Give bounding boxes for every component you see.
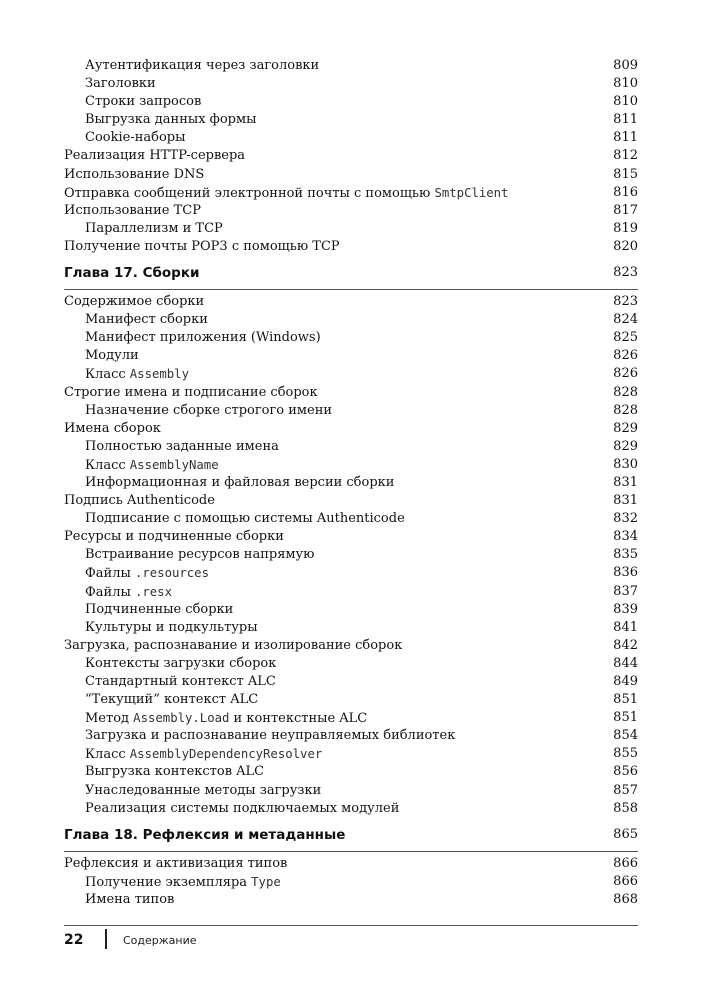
toc-entry-title [64, 238, 340, 256]
toc-entry-title [85, 129, 185, 147]
toc-subentry[interactable] [64, 619, 638, 637]
toc-page-number: 831 [613, 474, 638, 490]
toc-entry-title [85, 111, 256, 129]
toc-page-number: 828 [613, 402, 638, 418]
toc-entry-title [85, 745, 322, 764]
chapter-heading [64, 256, 638, 293]
entry-text: Модули [85, 348, 139, 364]
entry-text: Загрузка и распознавание неуправляемых библиотек [85, 728, 456, 744]
toc-page-number: 868 [613, 891, 638, 907]
toc-entry[interactable] [64, 855, 638, 873]
toc-entry-title [85, 691, 258, 709]
toc-entry-title [64, 147, 245, 165]
toc-entry-title [85, 311, 208, 329]
toc-entry[interactable] [64, 147, 638, 165]
entry-text: Заголовки [85, 76, 156, 92]
toc-subentry[interactable] [64, 782, 638, 800]
toc-entry-title [85, 402, 332, 420]
toc-subentry[interactable] [64, 510, 638, 528]
toc-page-number: 810 [613, 76, 638, 92]
toc-entry-title [85, 763, 264, 781]
toc-page-number: 841 [613, 619, 638, 635]
page-number: 22 [64, 932, 84, 948]
entry-text: Отправка сообщений электронной почты с помощью [64, 185, 435, 201]
entry-text: Метод [85, 711, 134, 727]
toc-entry[interactable] [64, 166, 638, 184]
toc-entry-title [85, 655, 276, 673]
toc-entry-title [64, 184, 509, 203]
toc-page-number: 857 [613, 782, 638, 798]
toc-entry-title [64, 637, 402, 655]
entry-text: Параллелизм и TCP [85, 220, 223, 236]
toc-subentry[interactable] [64, 691, 638, 709]
entry-text: Имена сборок [64, 420, 161, 436]
entry-text: Манифест сборки [85, 312, 208, 328]
entry-text: Реализация системы подключаемых модулей [85, 800, 400, 816]
toc-page-number: 832 [613, 511, 638, 527]
entry-text: Аутентификация через заголовки [85, 58, 320, 73]
toc-page-number: 837 [613, 583, 638, 599]
toc-subentry[interactable] [64, 57, 638, 75]
toc-subentry[interactable] [64, 673, 638, 691]
toc-subentry[interactable] [64, 311, 638, 329]
footer-rule [64, 925, 638, 926]
chapter-title: Глава 18. Рефлексия и метаданные [64, 826, 346, 843]
toc-subentry[interactable] [64, 456, 638, 474]
entry-text: Встраивание ресурсов напрямую [85, 547, 315, 563]
entry-text: Класс [85, 457, 130, 473]
entry-code: SmtpClient [434, 185, 509, 200]
toc-entry-title [85, 546, 315, 564]
entry-text: Файлы [85, 584, 135, 600]
toc-subentry[interactable] [64, 564, 638, 582]
toc-subentry[interactable] [64, 75, 638, 93]
toc-subentry[interactable] [64, 873, 638, 891]
entry-text: Культуры и подкультуры [85, 619, 258, 635]
entry-text: Получение почты POP3 с помощью TCP [64, 238, 340, 254]
toc-entry[interactable] [64, 202, 638, 220]
entry-text: Строки запросов [85, 94, 202, 110]
toc-entry-title [64, 528, 284, 546]
toc-page-number: 851 [613, 692, 638, 708]
toc-page-number: 851 [613, 710, 638, 726]
toc-page-number: 831 [613, 493, 638, 509]
chapter-rule [64, 289, 638, 290]
toc-entry-title [85, 365, 189, 384]
toc-subentry[interactable] [64, 365, 638, 383]
entry-text: Класс [85, 747, 130, 763]
toc-subentry[interactable] [64, 329, 638, 347]
toc-page-number: 829 [613, 420, 638, 436]
toc-entry-title [85, 727, 455, 745]
entry-text: Подпись Authenticode [64, 493, 215, 509]
entry-text: Файлы [85, 566, 135, 582]
toc-subentry[interactable] [64, 402, 638, 420]
entry-text: Имена типов [85, 891, 175, 907]
toc-entry-title [64, 202, 201, 220]
entry-text: Унаследованные методы загрузки [85, 782, 322, 798]
toc-entry-title [85, 709, 367, 728]
entry-text: Ресурсы и подчиненные сборки [64, 529, 284, 545]
entry-text: Реализация HTTP-сервера [64, 148, 246, 164]
entry-text-after: и контекстные ALC [229, 711, 368, 727]
chapter-title: Глава 17. Сборки [64, 265, 200, 282]
toc-entry[interactable] [64, 184, 638, 202]
toc-subentry[interactable] [64, 709, 638, 727]
toc-entry-title [64, 384, 318, 402]
toc-subentry[interactable] [64, 93, 638, 111]
entry-code: Assembly [129, 367, 189, 382]
toc-entry-title [64, 855, 287, 873]
toc-page-number: 858 [613, 800, 638, 816]
toc-subentry[interactable] [64, 220, 638, 238]
chapter-rule [64, 851, 638, 852]
toc-entry-title [64, 492, 215, 510]
running-footer-title: Содержание [123, 934, 197, 947]
toc-entry-title [85, 75, 156, 93]
entry-text: Использование TCP [64, 202, 201, 218]
toc-page-number: 854 [613, 728, 638, 744]
chapter-page-number: 865 [613, 826, 638, 842]
toc-page-number: 836 [613, 565, 638, 581]
toc-subentry[interactable] [64, 438, 638, 456]
entry-text: “Текущий” контекст ALC [85, 692, 259, 708]
entry-code: AssemblyDependencyResolver [129, 747, 323, 762]
entry-code: Type [251, 874, 281, 889]
toc-entry-title [64, 166, 204, 184]
toc-entry[interactable] [64, 492, 638, 510]
toc-subentry[interactable] [64, 745, 638, 763]
entry-text: Cookie-наборы [85, 130, 186, 146]
toc-page-number: 829 [613, 438, 638, 454]
toc-page-number: 825 [613, 330, 638, 346]
toc-page-number: 839 [613, 601, 638, 617]
toc-page-number: 828 [613, 384, 638, 400]
toc-page-number: 811 [613, 130, 638, 146]
entry-text: Контексты загрузки сборок [85, 655, 277, 671]
toc-entry-title [64, 420, 161, 438]
toc-subentry[interactable] [64, 474, 638, 492]
toc-page-number: 824 [613, 312, 638, 328]
toc-entry[interactable] [64, 420, 638, 438]
entry-code: .resx [134, 584, 172, 599]
entry-text: Полностью заданные имена [85, 438, 279, 454]
toc-entry-title [85, 583, 172, 602]
toc-page-number: 855 [613, 746, 638, 762]
entry-text: Информационная и файловая версии сборки [85, 474, 395, 490]
toc-entry-title [85, 601, 233, 619]
toc-entry-title [85, 220, 223, 238]
toc-page-number: 815 [613, 166, 638, 182]
toc-page-number: 835 [613, 547, 638, 563]
toc-entry-title [85, 873, 281, 892]
toc-page-number: 844 [613, 655, 638, 671]
entry-text: Класс [85, 367, 130, 383]
toc-entry[interactable] [64, 293, 638, 311]
table-of-contents [64, 57, 638, 909]
toc-page-number: 809 [613, 58, 638, 73]
entry-code: Assembly.Load [133, 711, 230, 726]
toc-subentry[interactable] [64, 347, 638, 365]
toc-entry-title [85, 619, 258, 637]
entry-text: Выгрузка контекстов ALC [85, 764, 265, 780]
toc-subentry[interactable] [64, 727, 638, 745]
entry-text: Получение экземпляра [85, 874, 252, 890]
toc-entry-title [85, 564, 209, 583]
toc-entry-title [85, 438, 279, 456]
toc-entry-title [85, 474, 394, 492]
entry-text: Использование DNS [64, 166, 205, 182]
toc-subentry[interactable] [64, 583, 638, 601]
toc-entry-title [85, 347, 139, 365]
chapter-page-number: 823 [613, 265, 638, 281]
toc-page-number: 830 [613, 456, 638, 472]
toc-entry-title [64, 293, 204, 311]
toc-page-number: 856 [613, 764, 638, 780]
toc-page-number: 826 [613, 366, 638, 382]
entry-text: Строгие имена и подписание сборок [64, 384, 318, 400]
toc-entry-title [85, 93, 201, 111]
toc-page-number: 842 [613, 637, 638, 653]
toc-subentry[interactable] [64, 129, 638, 147]
entry-code: .resources [134, 566, 209, 581]
toc-entry[interactable] [64, 637, 638, 655]
toc-page-number: 817 [613, 202, 638, 218]
toc-entry-title [85, 456, 219, 475]
toc-entry[interactable] [64, 528, 638, 546]
toc-subentry[interactable] [64, 601, 638, 619]
toc-subentry[interactable] [64, 800, 638, 818]
entry-text: Содержимое сборки [64, 294, 205, 310]
toc-page-number: 812 [613, 148, 638, 164]
entry-text: Загрузка, распознавание и изолирование сборок [64, 637, 403, 653]
entry-code: AssemblyName [129, 457, 219, 472]
toc-subentry[interactable] [64, 546, 638, 564]
toc-entry[interactable] [64, 384, 638, 402]
toc-page-number: 823 [613, 294, 638, 310]
toc-page-number: 810 [613, 94, 638, 110]
entry-text: Назначение сборке строгого имени [85, 402, 333, 418]
entry-text: Манифест приложения (Windows) [85, 330, 321, 346]
toc-entry-title [85, 510, 405, 528]
footer-separator [105, 929, 107, 949]
toc-entry-title [85, 800, 399, 818]
chapter-heading [64, 818, 638, 855]
toc-page-number: 819 [613, 220, 638, 236]
toc-page-number: 849 [613, 674, 638, 689]
toc-page-number: 866 [613, 855, 638, 871]
entry-text: Рефлексия и активизация типов [64, 855, 288, 871]
toc-page-number: 826 [613, 348, 638, 364]
toc-subentry[interactable] [64, 655, 638, 673]
toc-entry-title [85, 782, 321, 800]
toc-page-number: 866 [613, 873, 638, 889]
toc-entry-title [85, 329, 321, 347]
toc-subentry[interactable] [64, 763, 638, 781]
entry-text: Подчиненные сборки [85, 601, 234, 617]
toc-entry[interactable] [64, 238, 638, 256]
toc-page-number: 811 [613, 112, 638, 128]
entry-text: Стандартный контекст ALC [85, 674, 276, 689]
toc-entry-title [85, 673, 276, 691]
toc-entry-title [85, 891, 174, 909]
entry-text: Подписание с помощью системы Authenticode [85, 511, 405, 527]
toc-subentry[interactable] [64, 111, 638, 129]
entry-text: Выгрузка данных формы [85, 112, 257, 128]
toc-page-number: 816 [613, 184, 638, 200]
toc-page-number: 834 [613, 529, 638, 545]
toc-subentry[interactable] [64, 891, 638, 909]
toc-entry-title [85, 57, 319, 75]
toc-page-number: 820 [613, 238, 638, 254]
